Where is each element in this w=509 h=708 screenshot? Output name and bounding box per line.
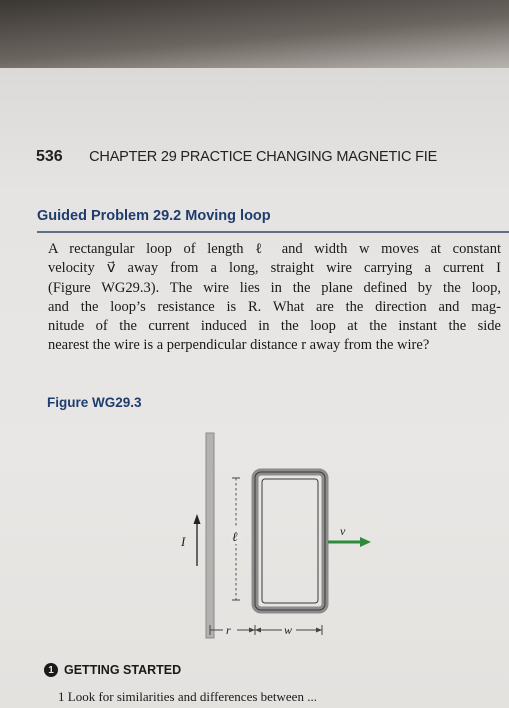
length-label: ℓ [232,529,238,544]
velocity-label: v⃗ [340,524,355,538]
problem-line: (Figure WG29.3). The wire lies in the plane defined by the loop, [48,279,501,296]
straight-wire [206,433,214,638]
problem-line: nearest the wire is a perpendicular distance r away from the wire? [48,337,430,354]
page-number: 536 [36,148,63,165]
chapter-title: CHAPTER 29 PRACTICE CHANGING MAGNETIC FIE [89,149,438,165]
rectangular-loop [255,472,325,610]
current-arrow-head [194,514,201,524]
velocity-arrow-head [360,537,371,547]
problem-line: velocity v⃗ away from a long, straight wire carrying a current I [48,260,501,277]
cutoff-text: 1 Look for similarities and differences between ... [58,689,317,704]
problem-line: nitude of the current induced in the loop at the instant the side [48,318,501,335]
problem-line: and the loop’s resistance is R. What are the direction and mag- [48,298,501,315]
problem-line: A rectangular loop of length ℓ and width w moves at constant [48,241,501,257]
current-label: I [181,534,186,549]
figure-label: Figure WG29.3 [47,395,142,410]
width-label: w [284,623,293,637]
distance-label: r [226,623,231,637]
step-number-badge: 1 [44,663,58,677]
getting-started-label: GETTING STARTED [64,663,182,677]
getting-started-heading [44,663,181,677]
guided-problem-title: Guided Problem 29.2 Moving loop [37,208,271,224]
